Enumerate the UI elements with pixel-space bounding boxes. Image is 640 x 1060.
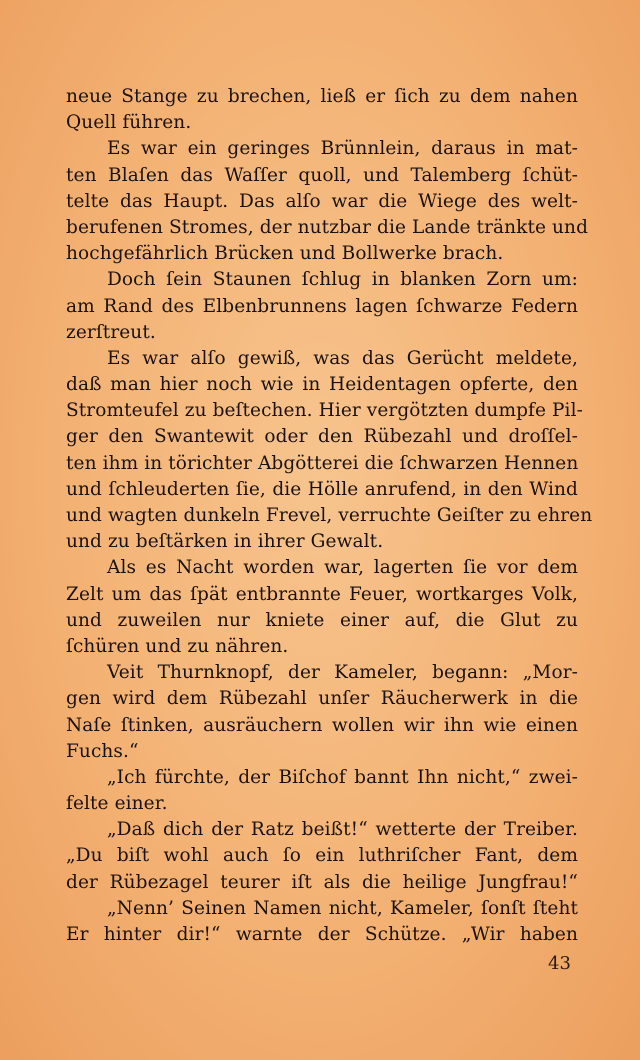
text-line: „Daß dich der Ratz beißt!“ wetterte der Treiber. <box>107 819 578 841</box>
text-line: „Nenn’ Seinen Namen nicht, Kameler, ſonſt ſteht <box>107 897 578 919</box>
text-line: und zu beſtärken in ihrer Gewalt. <box>66 531 384 553</box>
text-line: am Rand des Elbenbrunnens lagen ſchwarze Federn <box>66 295 578 317</box>
text-line: neue Stange zu brechen, ließ er ſich zu dem nahen <box>66 86 578 107</box>
text-line: „Ich fürchte, der Biſchof bannt Ihn nicht,“ zwei- <box>107 766 578 788</box>
text-line: Zelt um das ſpät entbrannte Feuer, wortkarges Volk, <box>66 583 578 605</box>
text-line: Es war alſo gewiß, was das Gerücht meldete, <box>107 347 578 369</box>
text-line: hochgefährlich Brücken und Bollwerke brach. <box>66 243 504 265</box>
page-number: 43 <box>548 953 571 974</box>
text-line: ger den Swantewit oder den Rübezahl und droſſel- <box>66 426 578 448</box>
text-line: der Rübezagel teurer iſt als die heilige Jungfrau!“ <box>66 871 578 893</box>
text-line: Stromteufel zu beſtechen. Hier vergötzten dumpfe Pil- <box>66 400 583 422</box>
text-line: Fuchs.“ <box>66 740 139 762</box>
text-line: Es war ein geringes Brünnlein, daraus in mat- <box>107 138 578 160</box>
text-line: felte einer. <box>66 793 168 815</box>
text-line: zerſtreut. <box>66 321 156 343</box>
text-line: und ſchleuderten ſie, die Hölle anrufend, in den Wind <box>66 478 578 500</box>
text-line: Er hinter dir!“ warnte der Schütze. „Wir haben <box>66 924 578 945</box>
text-line: Quell führen. <box>66 112 192 134</box>
text-line: gen wird dem Rübezahl unſer Räucherwerk in die <box>66 688 578 710</box>
text-line: berufenen Stromes, der nutzbar die Lande tränkte und <box>66 216 589 238</box>
text-line: „Du biſt wohl auch ſo ein luthriſcher Fant, dem <box>66 845 578 867</box>
text-line: Naſe ſtinken, ausräuchern wollen wir ihn wie einen <box>66 714 578 736</box>
text-line: ten Blaſen das Waſſer quoll, und Talemberg ſchüt- <box>66 164 578 186</box>
text-line: Veit Thurnknopf, der Kameler, begann: „Mor- <box>107 662 578 684</box>
text-line: daß man hier noch wie in Heidentagen opferte, den <box>66 374 578 396</box>
text-line: und wagten dunkeln Frevel, verruchte Geiſter zu ehren <box>66 505 593 526</box>
body-text <box>66 84 593 948</box>
text-line: telte das Haupt. Das alſo war die Wiege des welt- <box>66 190 578 212</box>
text-line: und zuweilen nur kniete einer auf, die Glut zu <box>66 609 578 631</box>
text-line: ten ihm in törichter Abgötterei die ſchwarzen Hennen <box>66 452 579 474</box>
text-line: Als es Nacht worden war, lagerten ſie vor dem <box>107 557 578 579</box>
text-line: ſchüren und zu nähren. <box>66 635 289 657</box>
text-line: Doch ſein Staunen ſchlug in blanken Zorn um: <box>107 269 578 291</box>
